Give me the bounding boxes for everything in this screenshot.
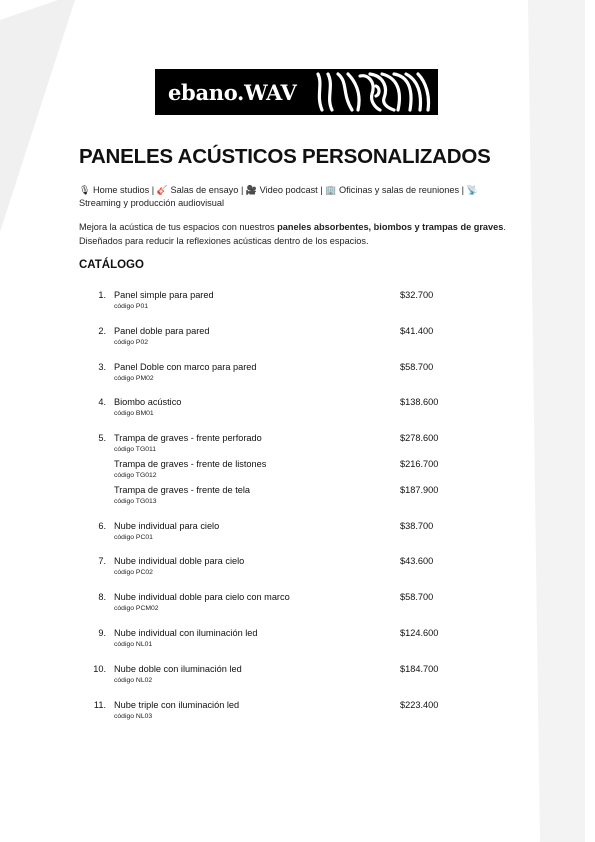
item-code: código PC01 [114,533,153,541]
item-price: $216.700 [400,459,439,469]
intro-text-bold: paneles absorbentes, biombos y trampas de graves [277,222,504,232]
microphone-icon: 🎙 [79,185,91,195]
item-price: $138.600 [400,397,439,408]
right-grey-stripe [528,0,585,842]
intro-paragraph [79,221,519,248]
ebano-wav-logo [155,69,438,115]
item-price: $32.700 [400,290,434,300]
item-number: 7. [98,556,106,567]
item-price: $184.700 [400,663,439,674]
item-name: Trampa de graves - frente perforado [114,433,262,444]
item-number: 1. [98,290,106,300]
item-number: 2. [98,325,106,336]
item-code: código P02 [114,338,149,346]
item-price: $278.600 [400,433,439,444]
item-number: 3. [98,361,106,372]
item-price: $38.700 [400,520,434,531]
item-name: Biombo acústico [114,397,182,408]
use-case-label: Salas de ensayo [170,185,239,195]
office-building-icon: 🏢 [325,185,337,195]
item-number: 4. [98,397,106,408]
use-case-label: Video podcast [259,185,318,195]
item-number: 9. [98,628,106,638]
use-case-label: Oficinas y salas de reuniones [339,185,460,195]
item-price: $223.400 [400,699,439,710]
tag-separator: | [149,185,157,195]
section-title: CATÁLOGO [79,259,144,271]
item-price: $187.900 [400,484,439,495]
item-name: Panel Doble con marco para pared [114,361,257,372]
item-code: código P01 [114,303,149,310]
use-case-label: Streaming y producción audiovisual [79,197,225,208]
item-price: $41.400 [400,325,434,336]
use-case-label: Home studios [93,185,150,195]
intro-text-end: . Diseñados para reducir la reflexiones acústicas dentro de los espacios. [79,222,506,246]
item-price: $58.700 [400,592,434,603]
item-code: código NL02 [114,676,153,684]
tag-separator: | [238,185,246,195]
item-name: Panel doble para pared [114,325,210,336]
item-number: 6. [98,520,106,531]
left-grey-stripe [0,0,75,232]
item-name: Nube doble con iluminación led [114,663,242,674]
item-code: código TG011 [114,446,157,454]
guitar-icon: 🎸 [156,185,168,195]
item-name: Panel simple para pared [114,290,214,300]
item-name: Nube triple con iluminación led [114,699,240,710]
page-title: PANELES ACÚSTICOS PERSONALIZADOS [79,145,491,168]
item-number: 10. [93,663,106,674]
item-name: Nube individual con iluminación led [114,628,258,638]
item-name: Trampa de graves - frente de tela [114,484,251,495]
tag-separator: | [317,185,326,195]
satellite-antenna-icon: 📡 [466,185,478,195]
item-name: Nube individual doble para cielo [114,556,245,567]
item-code: código BM01 [114,410,154,418]
item-name: Trampa de graves - frente de listones [114,459,267,469]
item-name: Nube individual para cielo [114,520,220,531]
video-camera-icon: 🎥 [245,185,258,195]
item-code: código TG012 [114,472,157,479]
item-code: código NL01 [114,641,153,648]
intro-text-start: Mejora la acústica de tus espacios con nuestros [79,222,278,232]
item-code: código TG013 [114,497,157,505]
item-number: 11. [93,699,106,710]
item-price: $58.700 [400,361,434,372]
item-price: $43.600 [400,556,434,567]
item-code: código PM02 [114,374,154,382]
item-number: 8. [98,592,106,603]
logo-wordmark: ebano.WAV [168,79,297,105]
zebra-stripes-graphic [314,72,432,112]
item-code: código PC02 [114,569,153,577]
item-code: código NL03 [114,712,153,720]
item-name: Nube individual doble para cielo con marco [114,592,290,603]
item-code: código PCM02 [114,605,159,613]
tag-separator: | [459,185,467,195]
item-price: $124.600 [400,628,439,638]
use-cases-line [79,184,519,209]
item-number: 5. [98,433,106,444]
